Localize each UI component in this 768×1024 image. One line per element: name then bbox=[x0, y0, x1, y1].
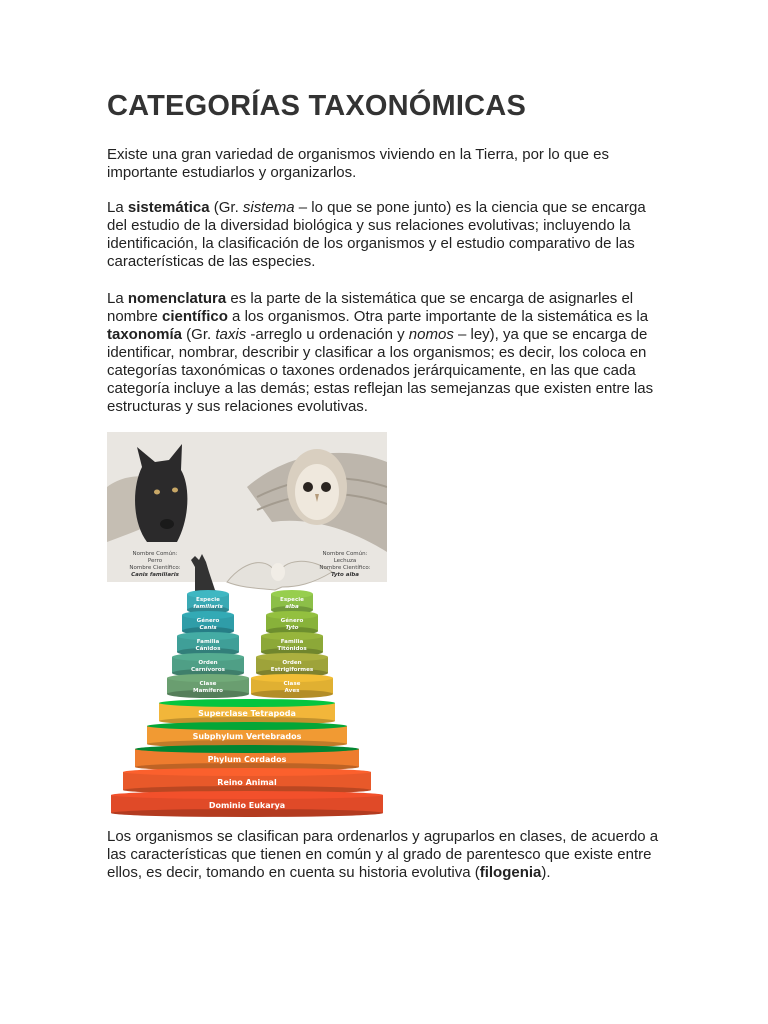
svg-text:Nombre Común:: Nombre Común: bbox=[322, 551, 368, 557]
dog-tier-familia bbox=[177, 632, 239, 656]
term-cientifico: científico bbox=[162, 308, 228, 325]
taxonomy-figure bbox=[107, 432, 387, 817]
owl-tier-clase-label: Aves bbox=[284, 688, 300, 694]
base-tier-1-label: Superclase Tetrapoda bbox=[198, 709, 296, 718]
owl-tier-orden bbox=[256, 653, 328, 677]
svg-text:Perro: Perro bbox=[147, 558, 163, 564]
owl-tier-familia-label: Familia bbox=[280, 639, 304, 645]
shared-taxonomy-stack bbox=[111, 699, 383, 817]
term-nomenclatura: nomenclatura bbox=[127, 290, 227, 307]
nomenclatura-paragraph: La nomenclatura es la parte de la sistemática que se encarga de asignarles el nombre científico a los organismos. Otra parte importante de la sistemática es la taxonomía (Gr. taxis -arreglo u ordenación y nomos – ley), ya que se encarga de identificar, nombrar, describir y clasificar a los organismos; es decir, los coloca en categorías taxonómicas o taxones ordenados jerárquicamente, en las que cada categoría incluye a las demás; estas reflejan las semejanzas que existen entre las estructuras y sus relaciones evolutivas. bbox=[107, 290, 654, 415]
owl-tier-orden-label: Estrigiformes bbox=[270, 667, 314, 673]
filogenia-paragraph: Los organismos se clasifican para ordenarlos y agruparlos en clases, de acuerdo a las características que tienen en común y al grado de parentesco que existe entre ellos, es decir, tomando en cuenta su historia evolutiva (filogenia). bbox=[107, 828, 659, 881]
sistematica-paragraph: La sistemática (Gr. sistema – lo que se pone junto) es la ciencia que se encarga del estudio de la diversidad biológica y sus relaciones evolutivas; incluyendo la identificación, la clasificación de los organismos y el estudio comparativo de las características de las especies. bbox=[107, 199, 646, 270]
base-tier-1 bbox=[159, 699, 335, 725]
owl-tier-orden-label: Orden bbox=[282, 660, 302, 666]
owl-tier-género-label: Tyto bbox=[285, 625, 299, 631]
svg-text:Canis familiaris: Canis familiaris bbox=[131, 572, 179, 578]
dog-tier-género-label: Género bbox=[196, 618, 220, 624]
dog-taxonomy-stack bbox=[167, 590, 249, 698]
base-tier-4-label: Reino Animal bbox=[217, 778, 277, 787]
dog-tier-orden-label: Carnívoros bbox=[191, 667, 225, 673]
base-tier-3 bbox=[135, 745, 359, 771]
owl-tier-familia-label: Titónidos bbox=[277, 646, 307, 652]
svg-text:Lechuza: Lechuza bbox=[333, 558, 357, 564]
term-sistematica: sistemática bbox=[127, 199, 210, 216]
svg-text:Nombre Común:: Nombre Común: bbox=[132, 551, 178, 557]
owl-tier-género bbox=[266, 611, 318, 635]
dog-tier-orden bbox=[172, 653, 244, 677]
base-tier-2 bbox=[147, 722, 347, 748]
dog-tier-especie bbox=[187, 590, 229, 614]
dog-tier-familia-label: Familia bbox=[196, 639, 220, 645]
base-tier-2-label: Subphylum Vertebrados bbox=[192, 732, 302, 741]
dog-tier-familia-label: Cánidos bbox=[195, 646, 221, 652]
dog-tier-clase bbox=[167, 674, 249, 698]
dog-tier-género-label: Canis bbox=[199, 625, 217, 631]
owl-tier-clase-label: Clase bbox=[283, 681, 301, 687]
owl-tier-género-label: Género bbox=[280, 618, 304, 624]
base-tier-5-label: Dominio Eukarya bbox=[208, 801, 286, 810]
dog-tier-especie-label: familiaris bbox=[193, 604, 223, 610]
base-tier-3-label: Phylum Cordados bbox=[207, 755, 287, 764]
document-title: CATEGORÍAS TAXONÓMICAS bbox=[107, 90, 526, 122]
owl-tier-especie-label: Especie bbox=[280, 597, 304, 603]
base-tier-5 bbox=[111, 791, 383, 817]
dog-tier-clase-label: Clase bbox=[199, 681, 217, 687]
owl-tier-especie bbox=[271, 590, 313, 614]
term-taxonomia: taxonomía bbox=[107, 326, 183, 343]
term-filogenia: filogenia bbox=[479, 864, 542, 881]
owl-tier-especie-label: alba bbox=[285, 604, 299, 610]
intro-paragraph: Existe una gran variedad de organismos viviendo en la Tierra, por lo que es importante estudiarlos y organizarlos. bbox=[107, 146, 609, 181]
dog-tier-orden-label: Orden bbox=[198, 660, 218, 666]
svg-text:Nombre Científico:: Nombre Científico: bbox=[129, 565, 181, 571]
dog-tier-especie-label: Especie bbox=[196, 597, 220, 603]
dog-tier-género bbox=[182, 611, 234, 635]
owl-tier-familia bbox=[261, 632, 323, 656]
owl-taxonomy-stack bbox=[251, 590, 333, 698]
owl-tier-clase bbox=[251, 674, 333, 698]
dog-tier-clase-label: Mamífero bbox=[193, 688, 223, 694]
base-tier-4 bbox=[123, 768, 371, 794]
svg-text:Nombre Científico:: Nombre Científico: bbox=[319, 565, 371, 571]
owl-head-illustration bbox=[287, 449, 347, 525]
svg-text:Tyto alba: Tyto alba bbox=[331, 572, 359, 578]
